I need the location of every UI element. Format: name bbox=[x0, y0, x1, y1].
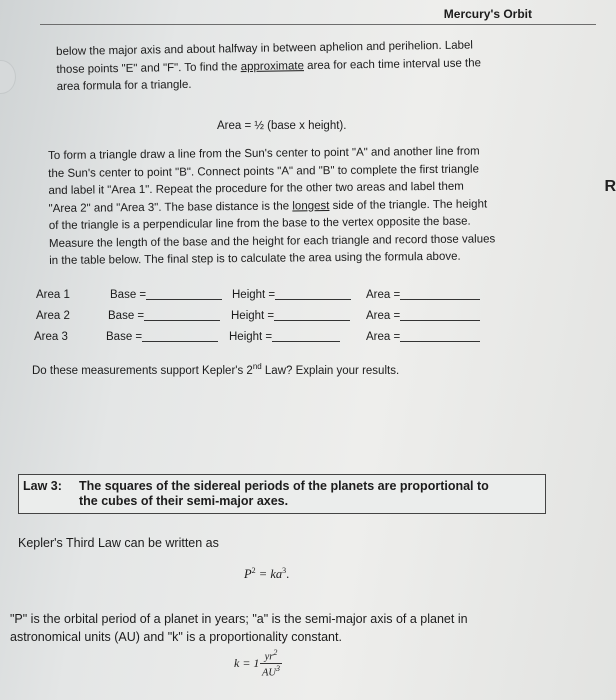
intro-paragraph bbox=[56, 37, 481, 96]
law-3-box bbox=[18, 474, 546, 514]
area-value-label: Area = bbox=[366, 310, 400, 322]
intro-line-3: area formula for a triangle. bbox=[56, 78, 192, 93]
law-3-label: Law 3: bbox=[23, 479, 62, 493]
instructions-line-1: To form a triangle draw a line from the Sun's center to point "A" and another line from bbox=[48, 145, 480, 162]
area-answer-blank[interactable] bbox=[400, 310, 480, 321]
instructions-line-6: Measure the length of the base and the height for each triangle and record those values bbox=[48, 232, 496, 250]
instructions-line-3: and label it "Area 1". Repeat the procedure for the other two areas and label them bbox=[48, 180, 464, 197]
base-answer-blank[interactable] bbox=[142, 331, 218, 342]
height-label: Height = bbox=[231, 310, 274, 322]
instructions-line-2: the Sun's center to point "B". Connect points "A" and "B" to complete the first triangle bbox=[48, 162, 480, 180]
header-rule bbox=[40, 24, 596, 25]
k-constant-formula: k = 1 $\frac{yr^2}{AU^3}$ bbox=[234, 648, 280, 678]
instructions-line-7: in the table below. The final step is to calculate the area using the formula above. bbox=[49, 250, 461, 267]
variable-definitions: "P" is the orbital period of a planet in years; "a" is the semi-major axis of a planet in astronomical units (AU) and "k" is a proportionality constant. bbox=[10, 612, 468, 644]
height-answer-blank[interactable] bbox=[272, 331, 340, 342]
area-answer-blank[interactable] bbox=[400, 331, 480, 342]
height-answer-blank[interactable] bbox=[274, 310, 350, 321]
area-answer-blank[interactable] bbox=[400, 289, 480, 300]
kepler-third-law-intro: Kepler's Third Law can be written as bbox=[18, 536, 219, 550]
kepler-second-law-question: Do these measurements support Kepler's 2nd Law? Explain your results. bbox=[32, 362, 400, 377]
k-fraction: $\frac{yr^2}{AU^3}$ bbox=[262, 648, 280, 678]
area-label: Area 3 bbox=[34, 331, 68, 343]
area-value-label: Area = bbox=[366, 331, 400, 343]
height-answer-blank[interactable] bbox=[275, 289, 351, 300]
height-label: Height = bbox=[232, 289, 275, 301]
intro-line-1: below the major axis and about halfway in between aphelion and perihelion. Label bbox=[56, 39, 474, 58]
area-value-label: Area = bbox=[366, 289, 400, 301]
instructions-line-5: of the triangle is a perpendicular line from the base to the vertex opposite the base. bbox=[48, 215, 471, 232]
adjacent-page-letter: R bbox=[604, 178, 616, 195]
law-3-statement: The squares of the sidereal periods of the planets are proportional to the cubes of their semi-major axes. bbox=[79, 479, 489, 508]
page-title: Mercury's Orbit bbox=[443, 7, 532, 21]
instructions-paragraph bbox=[48, 143, 496, 270]
base-label: Base = bbox=[108, 310, 144, 322]
instructions-line-4: "Area 2" and "Area 3". The base distance is the longest side of the triangle. The height bbox=[48, 197, 488, 215]
height-label: Height = bbox=[229, 331, 272, 343]
base-answer-blank[interactable] bbox=[144, 310, 220, 321]
kepler-equation: $P^2 = ka^3$. bbox=[244, 566, 290, 582]
table-row bbox=[34, 331, 504, 349]
area-formula: Area = ½ (base x height). bbox=[217, 120, 347, 132]
area-label: Area 1 bbox=[36, 289, 70, 301]
area-label: Area 2 bbox=[36, 310, 70, 322]
page-edge-shadow bbox=[0, 60, 16, 94]
base-label: Base = bbox=[106, 331, 142, 343]
base-label: Base = bbox=[110, 289, 146, 301]
table-row bbox=[36, 310, 506, 328]
table-row bbox=[36, 289, 506, 307]
base-answer-blank[interactable] bbox=[146, 289, 222, 300]
intro-line-2: those points "E" and "F". To find the approximate area for each time interval use the bbox=[56, 56, 482, 76]
